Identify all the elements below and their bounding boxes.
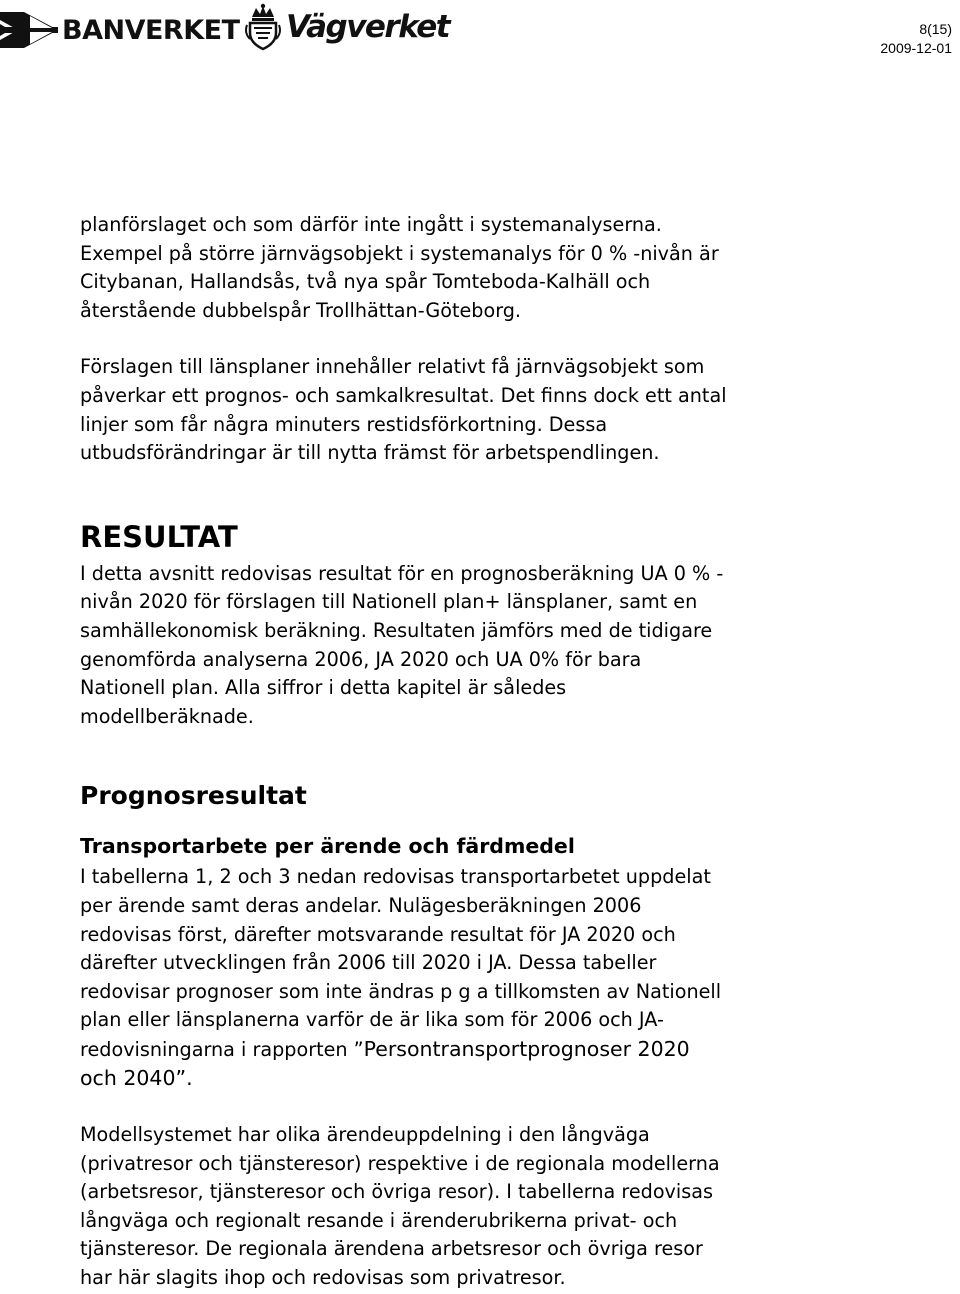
text-line: planförslaget och som därför inte ingått i systemanalyserna.	[80, 213, 662, 236]
text-fragment: redovisningarna i rapporten ”	[80, 1037, 364, 1061]
text-line: Förslagen till länsplaner innehåller relativt få järnvägsobjekt som	[80, 355, 705, 379]
text-line: Exempel på större järnvägsobjekt i systemanalys för 0 % -nivån är	[80, 241, 719, 265]
text-line: per ärende samt deras andelar. Nulägesberäkningen 2006	[80, 893, 642, 917]
text-line: långväga och regionalt resande i ärenderubrikerna privat- och	[80, 1208, 678, 1232]
banverket-logo	[0, 10, 240, 50]
heading-resultat: RESULTAT	[80, 519, 238, 554]
text-line: (arbetsresor, tjänsteresor och övriga resor). I tabellerna redovisas	[80, 1180, 713, 1204]
text-line: redovisas först, därefter motsvarande resultat för JA 2020 och	[80, 922, 676, 946]
text-line: återstående dubbelspår Trollhättan-Göteborg.	[80, 298, 522, 322]
text-line: plan eller länsplanerna varför de är lika som för 2006 och JA-	[80, 1008, 664, 1032]
page-meta	[880, 20, 952, 58]
paragraph-systemanalys	[80, 211, 800, 325]
text-line: I tabellerna 1, 2 och 3 nedan redovisas transportarbetet uppdelat	[80, 865, 711, 889]
text-line: modellberäknade.	[80, 704, 254, 728]
text-line: genomförda analyserna 2006, JA 2020 och UA 0% för bara	[80, 647, 642, 671]
banverket-logo-text: BANVERKET	[62, 14, 240, 46]
page-header	[0, 0, 960, 70]
text-line: (privatresor och tjänsteresor) respektive i de regionala modellerna	[80, 1151, 720, 1175]
paragraph-modellsystemet	[80, 1121, 800, 1293]
text-line: utbudsförändringar är till nytta främst för arbetspendlingen.	[80, 441, 660, 465]
subheading-transportarbete: Transportarbete per ärende och färdmedel	[80, 834, 575, 859]
text-line: redovisar prognoser som inte ändras p g a tillkomsten av Nationell	[80, 979, 722, 1003]
document-body	[80, 211, 800, 1293]
document-date: 2009-12-01	[880, 40, 952, 56]
page-number: 8(15)	[919, 21, 952, 37]
report-reference: Persontransportprognoser 2020	[363, 1036, 690, 1061]
text-line: I detta avsnitt redovisas resultat för en prognosberäkning UA 0 % -	[80, 561, 724, 585]
paragraph-resultat-intro	[80, 560, 800, 732]
text-line	[80, 1035, 800, 1065]
text-line: påverkar ett prognos- och samkalkresultat. Det finns dock ett antal	[80, 383, 727, 407]
text-line: nivån 2020 för förslagen till Nationell plan+ länsplaner, samt en	[80, 590, 698, 614]
text-line: har här slagits ihop och redovisas som privatresor.	[80, 1266, 566, 1290]
text-line: därefter utvecklingen från 2006 till 2020 i JA. Dessa tabeller	[80, 951, 657, 975]
text-line: linjer som får några minuters restidsförkortning. Dessa	[80, 412, 608, 436]
paragraph-lansplaner	[80, 353, 800, 467]
paragraph-tabeller	[80, 863, 800, 1093]
text-line: Citybanan, Hallandsås, två nya spår Tomteboda-Kalhäll och	[80, 270, 651, 294]
vagverket-logo-text: Vägverket	[286, 9, 450, 45]
heading-prognosresultat: Prognosresultat	[80, 781, 307, 811]
text-line: Nationell plan. Alla siffror i detta kapitel är således	[80, 676, 567, 700]
banverket-flag-icon	[0, 12, 58, 48]
report-reference-end: och 2040”.	[80, 1066, 193, 1091]
text-line: Modellsystemet har olika ärendeuppdelning i den långväga	[80, 1123, 650, 1147]
text-line: samhällekonomisk beräkning. Resultaten jämförs med de tidigare	[80, 618, 713, 642]
vagverket-logo	[244, 2, 449, 52]
text-line: tjänsteresor. De regionala ärendena arbetsresor och övriga resor	[80, 1237, 703, 1261]
crown-emblem-icon	[244, 3, 282, 51]
